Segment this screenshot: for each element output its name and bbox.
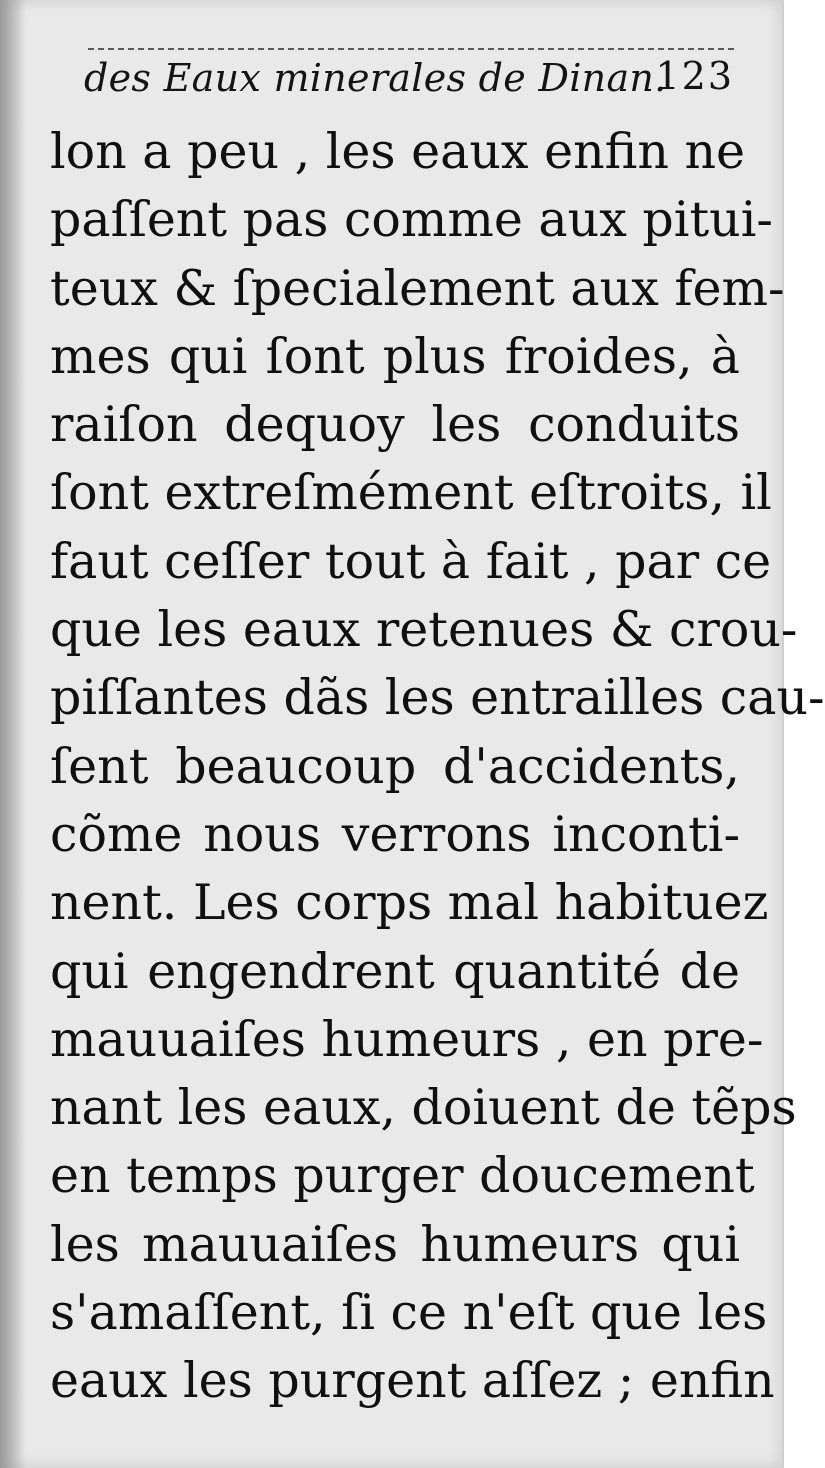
- body-text: [50, 118, 825, 1416]
- text-line: cõme nous verrons inconti-: [50, 805, 740, 863]
- text-line: faut ceſſer tout à fait , par ce: [50, 532, 772, 590]
- text-line: raiſon dequoy les conduits: [50, 396, 740, 454]
- running-title: des Eaux minerales de Dinan.: [84, 56, 667, 100]
- text-line: que les eaux retenues & crou-: [50, 601, 798, 659]
- text-line: mauuaiſes humeurs , en pre-: [50, 1010, 764, 1068]
- text-line: en temps purger doucement: [50, 1147, 755, 1205]
- page-number: 123: [655, 54, 734, 98]
- text-line: ſent beaucoup d'accidents,: [50, 737, 740, 795]
- page-header: [84, 46, 734, 102]
- text-line: qui engendrent quantité de: [50, 942, 740, 1000]
- text-line: teux & ſpecialement aux fem-: [50, 259, 785, 317]
- text-line: les mauuaiſes humeurs qui: [50, 1215, 740, 1273]
- gutter-shadow: [0, 0, 26, 1468]
- text-line: paſſent pas comme aux pitui-: [50, 191, 773, 249]
- text-line: nent. Les corps mal habituez: [50, 874, 769, 932]
- text-line: piſſantes dãs les entrailles cau-: [50, 669, 825, 727]
- text-line: ſont extreſmément eſtroits, il: [50, 464, 772, 522]
- text-line: lon a peu , les eaux enfin ne: [50, 123, 746, 180]
- text-line: s'amaſſent, ſi ce n'eſt que les: [50, 1284, 768, 1342]
- text-line: mes qui ſont plus froides, à: [50, 327, 740, 385]
- header-rule: [88, 48, 734, 50]
- text-line: nant les eaux, doiuent de tẽps: [50, 1079, 797, 1137]
- text-line: eaux les purgent aſſez ; enfin: [50, 1352, 775, 1410]
